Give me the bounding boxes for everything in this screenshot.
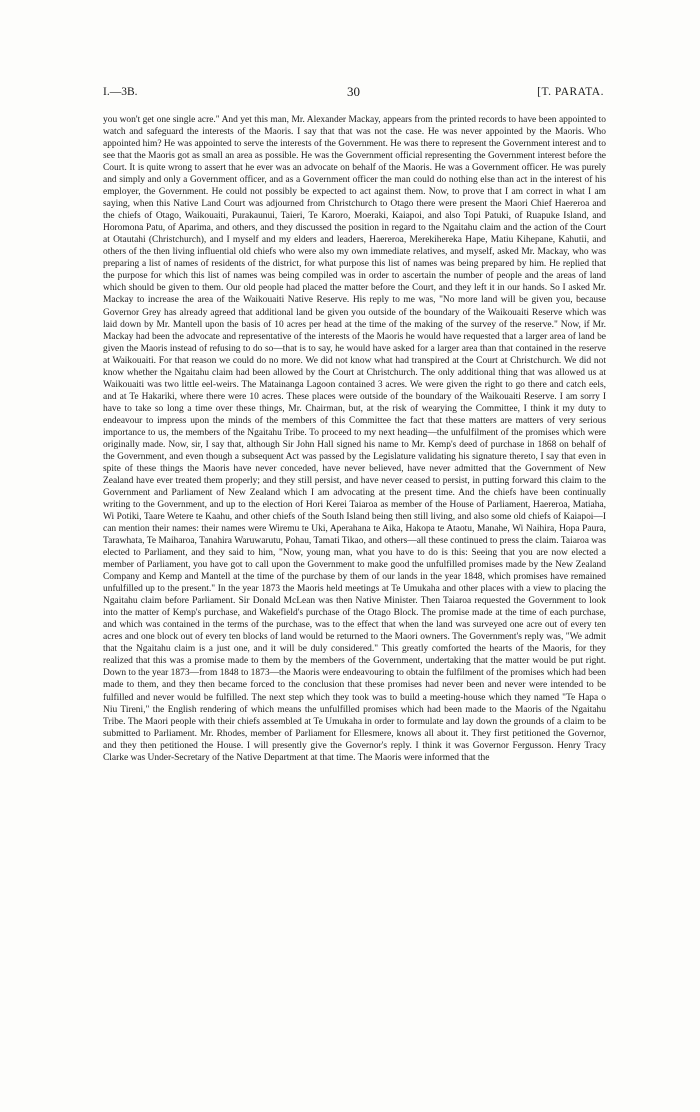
- page-number: 30: [347, 84, 360, 99]
- running-header: [103, 84, 604, 100]
- witness-name: [T. PARATA.: [537, 86, 604, 98]
- body-text: [103, 114, 606, 764]
- document-reference: I.—3B.: [103, 86, 138, 98]
- body-paragraph: you won't get one single acre." And yet this man, Mr. Alexander Mackay, appears from the printed records to have been appointed to watch and safeguard the interests of the Maoris. I say that that was not the case. He was never appointed by the Maoris. Who appointed him? He was appointed to serve the interests of the Government. He was there to represent the Government interest and to see that the Maoris got as small an area as possible. He was the Government official representing the Government interest before the Court. It is quite wrong to assert that he ever was an advocate on behalf of the Maoris. He was a Government officer. He was purely and simply and only a Government officer, and as a Government officer the man could do nothing else than act in the interest of his employer, the Government. He could not possibly be expected to act against them. Now, to prove that I am correct in what I am saying, when this Native Land Court was adjourned from Christchurch to Otago there were present the Maori Chief Haereroa and the chiefs of Otago, Waikouaiti, Purakaunui, Taieri, Te Karoro, Moeraki, Kaiapoi, and also Topi Patuki, of Ruapuke Island, and Horomona Patu, of Aparima, and others, and they discussed the position in regard to the Ngaitahu claim and the action of the Court at Otautahi (Christchurch), and I myself and my elders and leaders, Haereroa, Merekihereka Hape, Matiu Kihepane, Kahutii, and others of the then living influential old chiefs who were also my own immediate relatives, and myself, asked Mr. Mackay, who was preparing a list of names of residents of the district, for what purpose this list of names was being prepared by him. He replied that the purpose for which this list of names was being compiled was in order to ascertain the number of people and the areas of land which should be given to them. Our old people had placed the matter before the Court, and they left it in our hands. So I asked Mr. Mackay to increase the area of the Waikouaiti Native Reserve. His reply to me was, "No more land will be given you, because Governor Grey has already agreed that additional land be given you outside of the boundary of the Waikouaiti Reserve which was laid down by Mr. Mantell upon the basis of 10 acres per head at the time of the making of the survey of the reserve." Now, if Mr. Mackay had been the advocate and representative of the interests of the Maoris he would have requested that a larger area of land be given the Maoris instead of refusing to do so—that is to say, he would have asked for a larger area than that contained in the reserve at Waikouaiti. For that reason we could do no more. We did not know what had transpired at the Court at Christchurch. We did not know whether the Ngaitahu claim had been allowed by the Court at Christchurch. The only additional thing that was allowed us at Waikouaiti was two little eel-weirs. The Matainanga Lagoon contained 3 acres. We were given the right to go there and catch eels, and at Te Hakariki, where there were 10 acres. These places were outside of the boundary of the Waikouaiti Reserve. I am sorry I have to take so long a time over these things, Mr. Chairman, but, at the risk of wearying the Committee, I think it my duty to endeavour to impress upon the minds of the members of this Committee the fact that these matters are matters of very serious importance to us, the members of the Ngaitahu Tribe. To proceed to my next heading—the unfulfilment of the promises which were originally made. Now, sir, I say that, although Sir John Hall signed his name to Mr. Kemp's deed of purchase in 1868 on behalf of the Government, and even though a subsequent Act was passed by the Legislature validating his signature thereto, I say that even in spite of these things the Maoris have never conceded, have never believed, have never admitted that the Government of New Zealand have ever treated them properly; and they still persist, and have never ceased to persist, in putting forward this claim to the Government and Parliament of New Zealand which I am advocating at the present time. And the chiefs have been continually writing to the Government, and up to the election of Hori Kerei Taiaroa as member of the House of Parliament, Haereroa, Matiaha, Wi Potiki, Taare Wetere te Kaahu, and other chiefs of the South Island being then still living, and also some old chiefs of Kaiapoi—I can mention their names: their names were Wiremu te Uki, Aperahana te Aika, Hakopa te Ataotu, Manahe, Wi Naihira, Hopa Paura, Tarawhata, Te Maiharoa, Tanahira Waruwarutu, Pohau, Tamati Tikao, and others—all these continued to press the claim. Taiaroa was elected to Parliament, and they said to him, "Now, young man, what you have to do is this: Seeing that you are now elected a member of Parliament, you have got to call upon the Government to make good the unfulfilled promises made by the New Zealand Company and Kemp and Mantell at the time of the purchase by them of our lands in the year 1848, which promises have remained unfulfilled up to the present." In the year 1873 the Maoris held meetings at Te Umukaha and other places with a view to placing the Ngaitahu claim before Parliament. Sir Donald McLean was then Native Minister. Then Taiaroa requested the Government to look into the matter of Kemp's purchase, and Wakefield's purchase of the Otago Block. The promise made at the time of each purchase, and which was contained in the terms of the purchase, was to the effect that when the land was surveyed one acre out of every ten acres and one block out of every ten blocks of land would be returned to the Maori owners. The Government's reply was, "We admit that the Ngaitahu claim is a just one, and it will be duly considered." This greatly comforted the hearts of the Maoris, for they realized that this was a promise made to them by the members of the Government, undertaking that the matter would be put right. Down to the year 1873—from 1848 to 1873—the Maoris were endeavouring to obtain the fulfilment of the promises which had been made to them, and they then became forced to the conclusion that these promises had never been and never were intended to be fulfilled and never would be fulfilled. The next step which they took was to build a meeting-house which they named "Te Hapa o Niu Tireni," the English rendering of which means the unfulfilled promises which had been made to the Maoris of the Ngaitahu Tribe. The Maori people with their chiefs assembled at Te Umukaha in order to formulate and lay down the grounds of a claim to be submitted to Parliament. Mr. Rhodes, member of Parliament for Ellesmere, knows all about it. They first petitioned the Governor, and they then petitioned the House. I will presently give the Governor's reply. I think it was Governor Fergusson. Henry Tracy Clarke was Under-Secretary of the Native Department at that time. The Maoris were informed that the: [103, 115, 606, 763]
